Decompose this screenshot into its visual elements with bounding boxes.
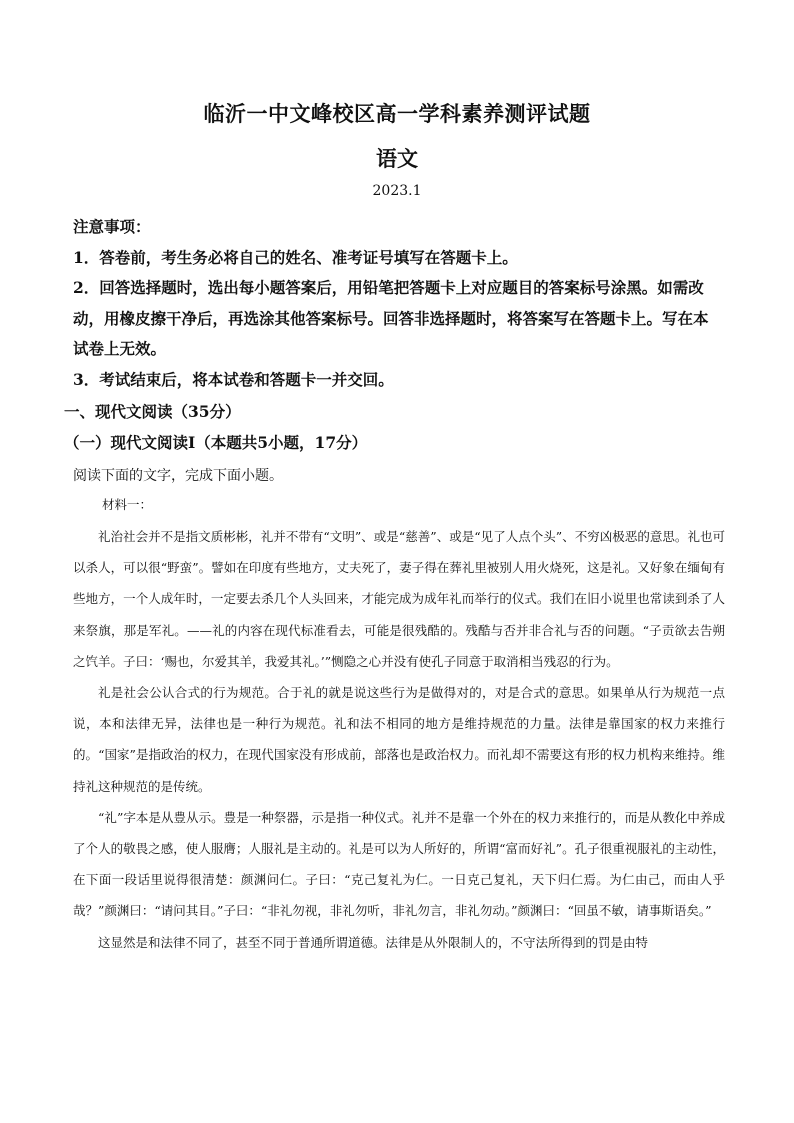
subject-title: 语文 (376, 146, 418, 171)
exam-date: 2023.1 (372, 183, 422, 199)
notice-item-1: 1．答卷前，考生务必将自己的姓名、准考证号填写在答题卡上。 (73, 247, 518, 267)
notice-heading: 注意事项： (73, 217, 151, 236)
notice-block (73, 212, 723, 395)
passage-body (73, 521, 725, 958)
reading-instruction: 阅读下面的文字，完成下面小题。 (73, 468, 283, 484)
exam-title: 临沂一中文峰校区高一学科素养测评试题 (203, 101, 591, 126)
passage-paragraph: 礼是社会公认合式的行为规范。合于礼的就是说这些行为是做得对的，对是合式的意思。如果单从行为规范一点说，本和法律无异，法律也是一种行为规范。礼和法不相同的地方是维持规范的力量。法律是靠国家的权力来推行的。“国家”是指政治的权力，在现代国家没有形成前，部落也是政治权力。而礼却不需要这有形的权力机构来维持。维持礼这种规范的是传统。 (73, 685, 725, 794)
section-heading: 一、现代文阅读（35分） (64, 402, 241, 421)
passage-paragraph: 这显然是和法律不同了，甚至不同于普通所谓道德。法律是从外限制人的，不守法所得到的罚是由特 (98, 934, 649, 950)
material-label: 材料一： (102, 497, 153, 512)
passage-paragraph: 礼治社会并不是指文质彬彬，礼并不带有“文明”、或是“慈善”、或是“见了人点个头”、不穷凶极恶的意思。礼也可以杀人，可以很“野蛮”。譬如在印度有些地方，丈夫死了，妻子得在葬礼里被别人用火烧死，这是礼。又好象在缅甸有些地方，一个人成年时，一定要去杀几个人头回来，才能完成为成年礼而举行的仪式。我们在旧小说里也常读到杀了人来祭旗，那是军礼。——礼的内容在现代标准看去，可能是很残酷的。残酷与否并非合礼与否的问题。“子贡欲去告朔之饩羊。子曰：‘赐也，尔爱其羊，我爱其礼。’”恻隐之心并没有使孔子同意于取消相当残忍的行为。 (73, 529, 725, 669)
notice-item-2: 2．回答选择题时，选出每小题答案后，用铅笔把答题卡上对应题目的答案标号涂黑。如需改动，用橡皮擦干净后，再选涂其他答案标号。回答非选择题时，将答案写在答题卡上。写在本试卷上无效。 (73, 278, 709, 358)
passage-paragraph: “礼”字本是从豊从示。豊是一种祭器，示是指一种仪式。礼并不是靠一个外在的权力来推行的，而是从教化中养成了个人的敬畏之感，使人服膺；人服礼是主动的。礼是可以为人所好的，所谓“富而好礼”。孔子很重视服礼的主动性，在下面一段话里说得很清楚：颜渊问仁。子曰：“克己复礼为仁。一日克己复礼，天下归仁焉。为仁由己，而由人乎哉？”颜渊曰：“请问其目。”子曰：“非礼勿视，非礼勿听，非礼勿言，非礼勿动。”颜渊曰：“回虽不敏，请事斯语矣。” (73, 809, 725, 919)
notice-item-3: 3．考试结束后，将本试卷和答题卡一并交回。 (73, 369, 394, 389)
subsection-heading: （一）现代文阅读Ⅰ（本题共5小题，17分） (64, 433, 368, 452)
